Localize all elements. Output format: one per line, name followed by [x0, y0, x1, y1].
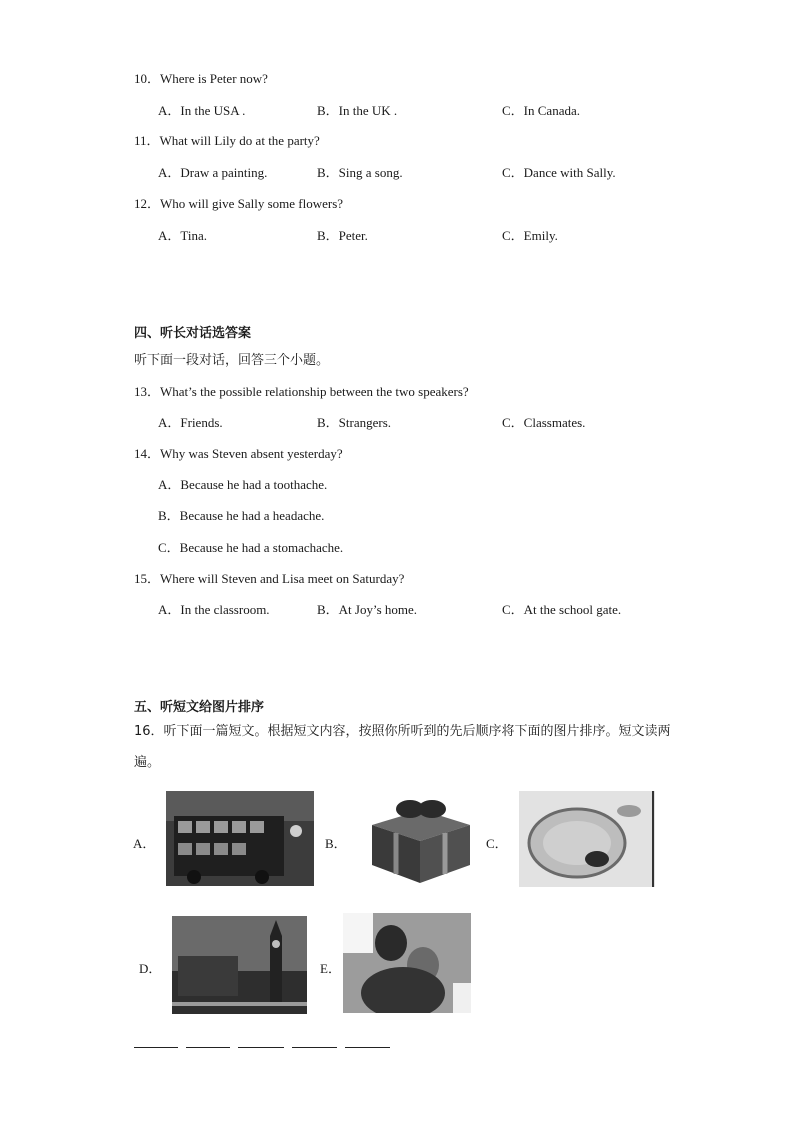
- section-5-instruction: 16．听下面一篇短文。根据短文内容，按照你所听到的先后顺序将下面的图片排序。短文读两遍。: [134, 724, 671, 770]
- question-15-option-b: B．At Joy’s home.: [317, 602, 418, 617]
- section-4-instruction: 听下面一段对话，回答三个小题。: [134, 353, 330, 368]
- picture-a-label: A．: [133, 836, 156, 851]
- picture-c-label: C．: [486, 836, 508, 851]
- question-14-option-b: B．Because he had a headache.: [158, 508, 325, 523]
- hugging-people-icon: [343, 913, 471, 1013]
- question-13-stem: 13．What’s the possible relationship between the two speakers?: [134, 384, 469, 399]
- question-12-stem: 12．Who will give Sally some flowers?: [134, 196, 344, 211]
- gift-box-icon: [362, 795, 477, 887]
- question-13-option-c: C．Classmates.: [502, 415, 586, 430]
- answer-blank-5[interactable]: [345, 1047, 390, 1048]
- answer-blank-2[interactable]: [186, 1047, 230, 1048]
- food-plate-icon: [519, 791, 655, 887]
- question-12-option-b: B．Peter.: [317, 228, 368, 243]
- picture-d-label: D．: [139, 961, 162, 976]
- question-10-option-b: B．In the UK .: [317, 103, 398, 118]
- question-14-stem: 14．Why was Steven absent yesterday?: [134, 446, 343, 461]
- section-5-title: 五、听短文给图片排序: [134, 700, 265, 715]
- question-11-stem: 11．What will Lily do at the party?: [134, 133, 320, 148]
- answer-blank-3[interactable]: [238, 1047, 284, 1048]
- question-11-option-b: B．Sing a song.: [317, 165, 403, 180]
- question-15-option-a: A．In the classroom.: [158, 602, 270, 617]
- question-11-option-c: C．Dance with Sally.: [502, 165, 616, 180]
- question-15-stem: 15．Where will Steven and Lisa meet on Saturday?: [134, 571, 405, 586]
- question-11-option-a: A．Draw a painting.: [158, 165, 268, 180]
- question-12-option-a: A．Tina.: [158, 228, 208, 243]
- question-13-option-a: A．Friends.: [158, 415, 223, 430]
- picture-b-label: B．: [325, 836, 347, 851]
- section-4-title: 四、听长对话选答案: [134, 326, 252, 341]
- question-15-option-c: C．At the school gate.: [502, 602, 622, 617]
- answer-blank-1[interactable]: [134, 1047, 178, 1048]
- picture-e-label: E．: [320, 961, 341, 976]
- question-13-option-b: B．Strangers.: [317, 415, 392, 430]
- big-ben-icon: [172, 916, 307, 1014]
- question-14-option-a: A．Because he had a toothache.: [158, 477, 328, 492]
- question-12-option-c: C．Emily.: [502, 228, 558, 243]
- question-14-option-c: C．Because he had a stomachache.: [158, 540, 344, 555]
- question-10-stem: 10．Where is Peter now?: [134, 71, 268, 86]
- answer-blank-4[interactable]: [292, 1047, 337, 1048]
- double-decker-bus-icon: [166, 791, 314, 886]
- question-10-option-a: A．In the USA .: [158, 103, 246, 118]
- question-10-option-c: C．In Canada.: [502, 103, 580, 118]
